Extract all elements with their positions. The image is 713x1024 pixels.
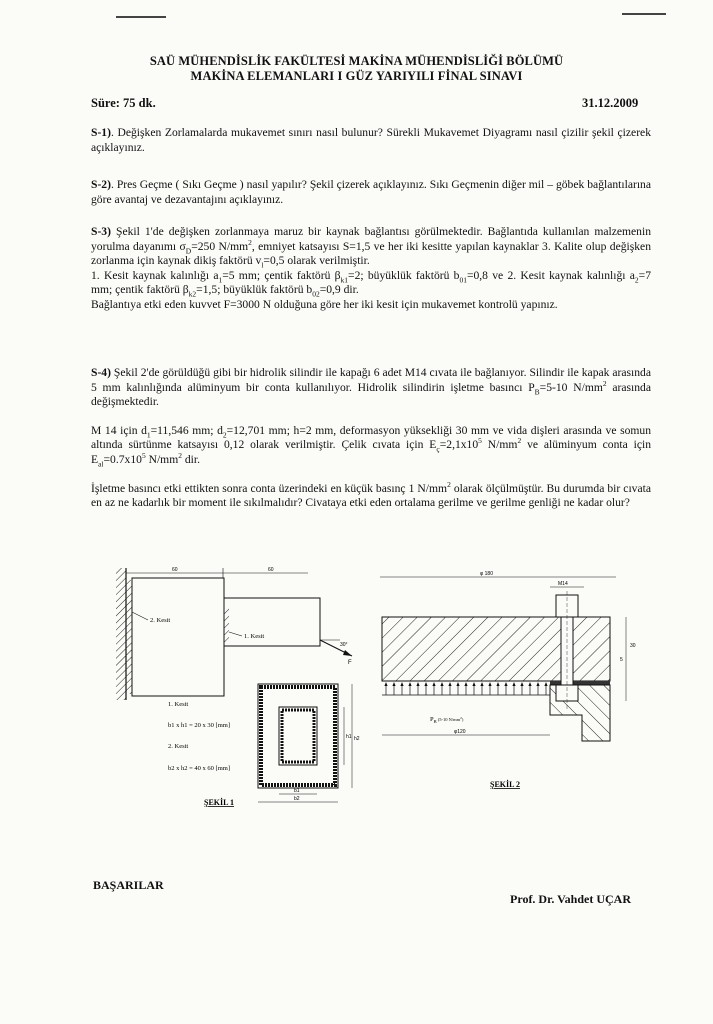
q3-text: =2; büyüklük faktörü b (348, 268, 460, 282)
question-4 (91, 366, 651, 511)
pressure-arrowhead (456, 682, 459, 686)
q3-text: =5 mm; çentik faktörü β (222, 268, 341, 282)
fig2-p: P (430, 716, 434, 723)
fig1-leader-1 (229, 632, 242, 636)
fig2-p-range: (5-10 N/mm (436, 717, 461, 722)
q4-sup: 2 (447, 479, 451, 489)
question-3 (91, 225, 651, 313)
fig1-wall (116, 568, 126, 700)
fig1-kesit2-label: 2. Kesit (150, 617, 171, 624)
scan-mark-right (622, 13, 666, 15)
exam-header-line1: SAÜ MÜHENDİSLİK FAKÜLTESİ MAKİNA MÜHENDİSLİĞİ BÖLÜMÜ (149, 54, 564, 68)
q4-sub: ç (436, 444, 440, 454)
fig2-gasket (550, 681, 610, 685)
fig1-section-inner (279, 707, 317, 765)
pressure-arrowhead (512, 682, 515, 686)
q4-text: N/mm (145, 452, 179, 466)
fig2-dim-bottom: φ120 (454, 729, 466, 735)
q4-text: ve alüminyum conta için E (91, 438, 652, 466)
pressure-arrowhead (400, 682, 403, 686)
pressure-arrowhead (536, 682, 539, 686)
fig1-kesit1-label: 1. Kesit (244, 633, 265, 640)
question-3-label: S-3) (91, 225, 111, 238)
footer-wish: BAŞARILAR (93, 878, 164, 892)
question-3-para-2 (91, 269, 651, 298)
fig2-p-close: ) (461, 717, 464, 722)
fig2-p-sub: B (433, 719, 437, 724)
q3-text: =1,5; büyüklük faktörü b (196, 283, 313, 297)
fig1-section-inner-weld (282, 710, 314, 762)
fig2-p-sup: 2 (460, 716, 462, 720)
q3-sub: 02 (312, 289, 320, 299)
pressure-arrowhead (384, 682, 387, 686)
figure-1 (108, 560, 368, 820)
footer-author: Prof. Dr. Vahdet UÇAR (510, 892, 632, 906)
q4-text: =12,701 mm; h=2 mm, deformasyon yüksekliği 30 mm ve vida dişleri arasında ve somun altında sürtünme katsayısı 0,12 olarak verilmiştir. Çelik cıvata için E (91, 423, 652, 452)
q3-text: Şekil 1'de değişken zorlanmaya maruz bir kaynak bağlantısı görülmektedir. Bağlantıda kullanılan malzemenin yorulma dayanımı σ (91, 225, 651, 253)
fig2-pressure-arrows (384, 682, 547, 695)
fig1-weld-1 (224, 608, 229, 644)
q4-sup: 2 (602, 378, 607, 388)
fig1-dim-h1: h1 (346, 734, 352, 740)
fig1-legend-k2-dims: b2 x h2 = 40 x 60 [mm] (168, 765, 230, 772)
figure-2 (370, 565, 660, 795)
q4-text: İşletme basıncı etki ettikten sonra conta üzerindeki en küçük basınç 1 N/mm (91, 481, 448, 495)
q4-text: =2,1x10 (439, 438, 479, 452)
pressure-arrowhead (440, 682, 443, 686)
q3-sub: l (261, 260, 264, 270)
q4-text: Şekil 2'de görüldüğü gibi bir hidrolik silindir ile kapağı 6 adet M14 cıvata ile bağlanıyor. Silindir ile kapak arasında 5 mm kalınlığında alüminyum bir conta kullanılıyor. Hidrolik silindirin işletme basıncı P (91, 366, 651, 394)
fig1-weld-2 (126, 580, 132, 694)
fig2-pressure-label (430, 716, 464, 724)
question-2-label: S-2) (91, 178, 111, 191)
q3-text: 1. Kesit kaynak kalınlığı a (91, 268, 219, 282)
question-4-para-2 (91, 424, 651, 468)
pressure-arrowhead (472, 682, 475, 686)
q4-sup: 2 (517, 436, 522, 446)
question-1-label: S-1) (91, 126, 111, 139)
fig2-dim-side-1: 5 (620, 657, 623, 663)
fig1-dim-2: 60 (268, 567, 274, 573)
question-1 (91, 126, 651, 155)
pressure-arrowhead (504, 682, 507, 686)
q4-sub: al (98, 459, 104, 469)
q3-text: =0,9 dir. (319, 283, 359, 297)
pressure-arrowhead (488, 682, 491, 686)
question-4-para-1 (91, 366, 651, 410)
q4-sub: 2 (222, 430, 227, 440)
fig1-caption: ŞEKİL 1 (204, 798, 235, 807)
q3-sup: 2 (248, 237, 252, 247)
question-4-para-3 (91, 479, 651, 511)
question-3-para-1 (91, 225, 651, 269)
pressure-arrowhead (392, 682, 395, 686)
q4-text: N/mm (481, 438, 518, 452)
fig2-cover (382, 617, 610, 681)
q4-sub: 1 (146, 430, 151, 440)
fig1-beam-small (224, 598, 320, 646)
question-4-label: S-4) (91, 366, 111, 379)
exam-date: 31.12.2009 (582, 96, 639, 110)
pressure-arrowhead (448, 682, 451, 686)
pressure-arrowhead (424, 682, 427, 686)
q4-text: =5-10 N/mm (539, 380, 603, 394)
fig2-dim-top: φ 180 (480, 571, 493, 577)
fig1-angle: 30° (340, 642, 348, 648)
q4-text: dir. (181, 452, 201, 466)
scan-mark-left (116, 16, 166, 18)
fig1-section-outer (258, 684, 338, 788)
fig1-legend-k2: 2. Kesit (168, 743, 189, 750)
pressure-arrowhead (496, 682, 499, 686)
q3-text: =0,8 ve 2. Kesit kaynak kalınlığı a (466, 268, 635, 282)
q4-text: M 14 için d (91, 423, 147, 437)
pressure-arrowhead (432, 682, 435, 686)
q3-sub: k1 (340, 275, 349, 285)
fig1-dim-1: 60 (172, 567, 178, 573)
q3-sub: 1 (218, 275, 223, 285)
fig1-legend-k1: 1. Kesit (168, 701, 189, 708)
question-2-text: . Pres Geçme ( Sıkı Geçme ) nasıl yapılır? Şekil çizerek açıklayınız. Sıkı Geçmenin diğer mil – göbek bağlantılarına göre avantaj ve dezavantajını açıklayınız. (91, 178, 651, 206)
exam-header-line2: MAKİNA ELEMANLARI I GÜZ YARIYILI FİNAL SINAVI (190, 69, 523, 83)
q3-text: , emniyet katsayısı S=1,5 ve her iki kesitte yapılan kaynaklar 3. Kalite olup değişken zorlanma için kaynak dikiş faktörü v (91, 239, 651, 268)
q4-text: =11,546 mm; d (150, 423, 223, 437)
q3-sub: 2 (634, 275, 639, 285)
fig1-dim-b1: b1 (294, 788, 300, 794)
q4-sup: 5 (478, 436, 482, 446)
fig1-beam-large (132, 578, 224, 696)
fig1-legend-k1-dims: b1 x h1 = 20 x 30 [mm] (168, 722, 230, 729)
question-1-text: . Değişken Zorlamalarda mukavemet sınırı nasıl bulunur? Sürekli Mukavemet Diyagramı nasıl çizilir şekil çizerek açıklayınız. (91, 126, 651, 154)
pressure-arrowhead (408, 682, 411, 686)
pressure-arrowhead (464, 682, 467, 686)
q4-text: arasında değişmektedir. (91, 380, 651, 409)
q3-sub: D (185, 245, 192, 255)
fig2-dim-side-2: 30 (630, 643, 636, 649)
fig1-leader-2 (132, 612, 148, 620)
fig2-bolt-label: M14 (558, 581, 568, 587)
q3-text: =0,5 olarak verilmiştir. (263, 254, 370, 268)
fig2-caption: ŞEKİL 2 (490, 780, 521, 789)
q4-text: =0.7x10 (103, 452, 142, 466)
fig1-dim-h2: h2 (354, 736, 360, 742)
question-2 (91, 178, 651, 207)
pressure-arrowhead (544, 682, 547, 686)
q4-sup: 2 (178, 451, 182, 461)
pressure-arrowhead (528, 682, 531, 686)
pressure-arrowhead (416, 682, 419, 686)
q3-text: =7 mm; çentik faktörü β (91, 268, 651, 297)
pressure-arrowhead (520, 682, 523, 686)
q3-sub: 01 (459, 275, 467, 285)
pressure-arrowhead (480, 682, 483, 686)
q4-sup: 5 (141, 451, 146, 461)
q4-text: olarak ölçülmüştür. Bu durumda bir cıvata en az ne kadarlık bir moment ile sıkılmalıdır? Civataya etki eden ortalama gerilme ve gerilme genliği ne kadar olur? (91, 481, 651, 510)
fig1-force: F (348, 660, 352, 666)
q4-sub: B (534, 386, 540, 396)
q3-sub: k2 (188, 289, 197, 299)
fig1-dim-b2: b2 (294, 796, 300, 802)
fig1-force-arrowhead (343, 650, 352, 656)
fig1-section-outer-weld (261, 687, 335, 785)
exam-duration: Süre: 75 dk. (91, 96, 156, 110)
question-3-para-3: Bağlantıya etki eden kuvvet F=3000 N olduğuna göre her iki kesit için mukavemet kontrolü yapınız. (91, 297, 558, 311)
q3-text: =250 N/mm (191, 239, 249, 253)
